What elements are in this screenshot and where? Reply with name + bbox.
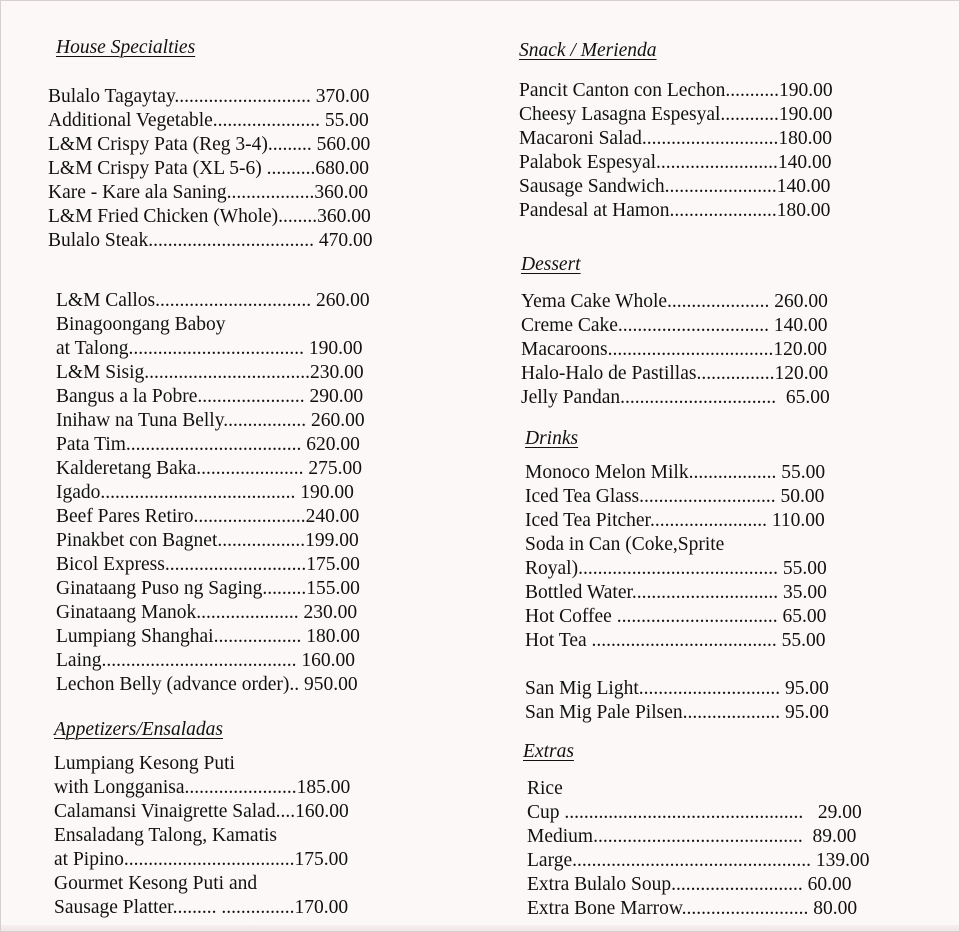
dessert-heading: Dessert bbox=[521, 254, 581, 275]
menu-item: Calamansi Vinaigrette Salad....160.00 bbox=[54, 801, 349, 822]
menu-item: Sausage Platter......... ...............170.00 bbox=[54, 897, 349, 918]
menu-item: Bangus a la Pobre...................... 290.00 bbox=[56, 386, 364, 407]
menu-item: Bicol Express.............................175.00 bbox=[56, 554, 360, 575]
menu-item: Jelly Pandan................................ 65.00 bbox=[521, 387, 830, 408]
menu-item: Extra Bone Marrow.......................... 80.00 bbox=[527, 898, 858, 919]
menu-item: L&M Crispy Pata (Reg 3-4)......... 560.00 bbox=[48, 134, 371, 155]
menu-item: Pancit Canton con Lechon...........190.00 bbox=[519, 80, 833, 101]
snack-heading: Snack / Merienda bbox=[519, 40, 657, 61]
menu-item: Bulalo Steak.................................. 470.00 bbox=[48, 230, 373, 251]
menu-item: L&M Fried Chicken (Whole)........360.00 bbox=[48, 206, 371, 227]
menu-item: Soda in Can (Coke,Sprite bbox=[525, 534, 725, 555]
extras-heading: Extras bbox=[523, 741, 574, 762]
menu-item: Bottled Water.............................. 35.00 bbox=[525, 582, 827, 603]
house-specialties-heading: House Specialties bbox=[56, 37, 196, 58]
menu-item: San Mig Pale Pilsen.................... 95.00 bbox=[525, 702, 829, 723]
menu-item: Ensaladang Talong, Kamatis bbox=[54, 825, 278, 846]
menu-item: Iced Tea Glass............................ 50.00 bbox=[525, 486, 825, 507]
menu-item: Palabok Espesyal.........................140.00 bbox=[519, 152, 832, 173]
menu-item: Rice bbox=[527, 778, 563, 799]
menu-item: L&M Callos................................ 260.00 bbox=[56, 290, 370, 311]
menu-item: Pinakbet con Bagnet..................199.00 bbox=[56, 530, 359, 551]
menu-item: Yema Cake Whole..................... 260.00 bbox=[521, 291, 828, 312]
menu-item: Macaroons..................................120.00 bbox=[521, 339, 828, 360]
menu-item: Inihaw na Tuna Belly................. 260.00 bbox=[56, 410, 365, 431]
menu-item: at Pipino...................................175.00 bbox=[54, 849, 349, 870]
menu-item: Creme Cake............................... 140.00 bbox=[521, 315, 828, 336]
menu-item: Binagoongang Baboy bbox=[56, 314, 226, 335]
appetizers-heading: Appetizers/Ensaladas bbox=[54, 719, 223, 740]
bottom-edge bbox=[1, 925, 959, 931]
menu-item: Sausage Sandwich.......................140.00 bbox=[519, 176, 831, 197]
menu-item: Beef Pares Retiro.......................240.00 bbox=[56, 506, 360, 527]
menu-item: Pandesal at Hamon......................180.00 bbox=[519, 200, 831, 221]
menu-item: Hot Coffee ................................. 65.00 bbox=[525, 606, 827, 627]
menu-item: Additional Vegetable...................... 55.00 bbox=[48, 110, 369, 131]
menu-item: Ginataang Manok..................... 230.00 bbox=[56, 602, 358, 623]
menu-item: Cheesy Lasagna Espesyal............190.00 bbox=[519, 104, 833, 125]
menu-item: Hot Tea ...................................... 55.00 bbox=[525, 630, 826, 651]
menu-item: with Longganisa.......................185.00 bbox=[54, 777, 351, 798]
menu-item: Igado........................................ 190.00 bbox=[56, 482, 354, 503]
menu-item: L&M Crispy Pata (XL 5-6) ..........680.00 bbox=[48, 158, 369, 179]
menu-item: Pata Tim.................................... 620.00 bbox=[56, 434, 360, 455]
menu-item: Large................................................. 139.00 bbox=[527, 850, 870, 871]
menu-item: Laing........................................ 160.00 bbox=[56, 650, 355, 671]
menu-item: Medium........................................... 89.00 bbox=[527, 826, 857, 847]
menu-item: San Mig Light............................. 95.00 bbox=[525, 678, 829, 699]
menu-item: Iced Tea Pitcher........................ 110.00 bbox=[525, 510, 825, 531]
menu-item: Kare - Kare ala Saning..................360.00 bbox=[48, 182, 369, 203]
menu-item: at Talong.................................... 190.00 bbox=[56, 338, 363, 359]
menu-item: Bulalo Tagaytay............................ 370.00 bbox=[48, 86, 370, 107]
menu-item: Lumpiang Kesong Puti bbox=[54, 753, 235, 774]
menu-item: Royal)......................................... 55.00 bbox=[525, 558, 827, 579]
drinks-heading: Drinks bbox=[525, 428, 579, 449]
menu-item: Ginataang Puso ng Saging.........155.00 bbox=[56, 578, 360, 599]
menu-item: Macaroni Salad............................180.00 bbox=[519, 128, 833, 149]
menu-item: Monoco Melon Milk.................. 55.00 bbox=[525, 462, 826, 483]
menu-item: Cup ................................................. 29.00 bbox=[527, 802, 862, 823]
menu-item: L&M Sisig..................................230.00 bbox=[56, 362, 364, 383]
menu-item: Lechon Belly (advance order).. 950.00 bbox=[56, 674, 358, 695]
menu-item: Halo-Halo de Pastillas................120.00 bbox=[521, 363, 829, 384]
menu-item: Extra Bulalo Soup........................... 60.00 bbox=[527, 874, 852, 895]
menu-item: Gourmet Kesong Puti and bbox=[54, 873, 258, 894]
menu-item: Lumpiang Shanghai.................. 180.00 bbox=[56, 626, 360, 647]
menu-item: Kalderetang Baka...................... 275.00 bbox=[56, 458, 362, 479]
